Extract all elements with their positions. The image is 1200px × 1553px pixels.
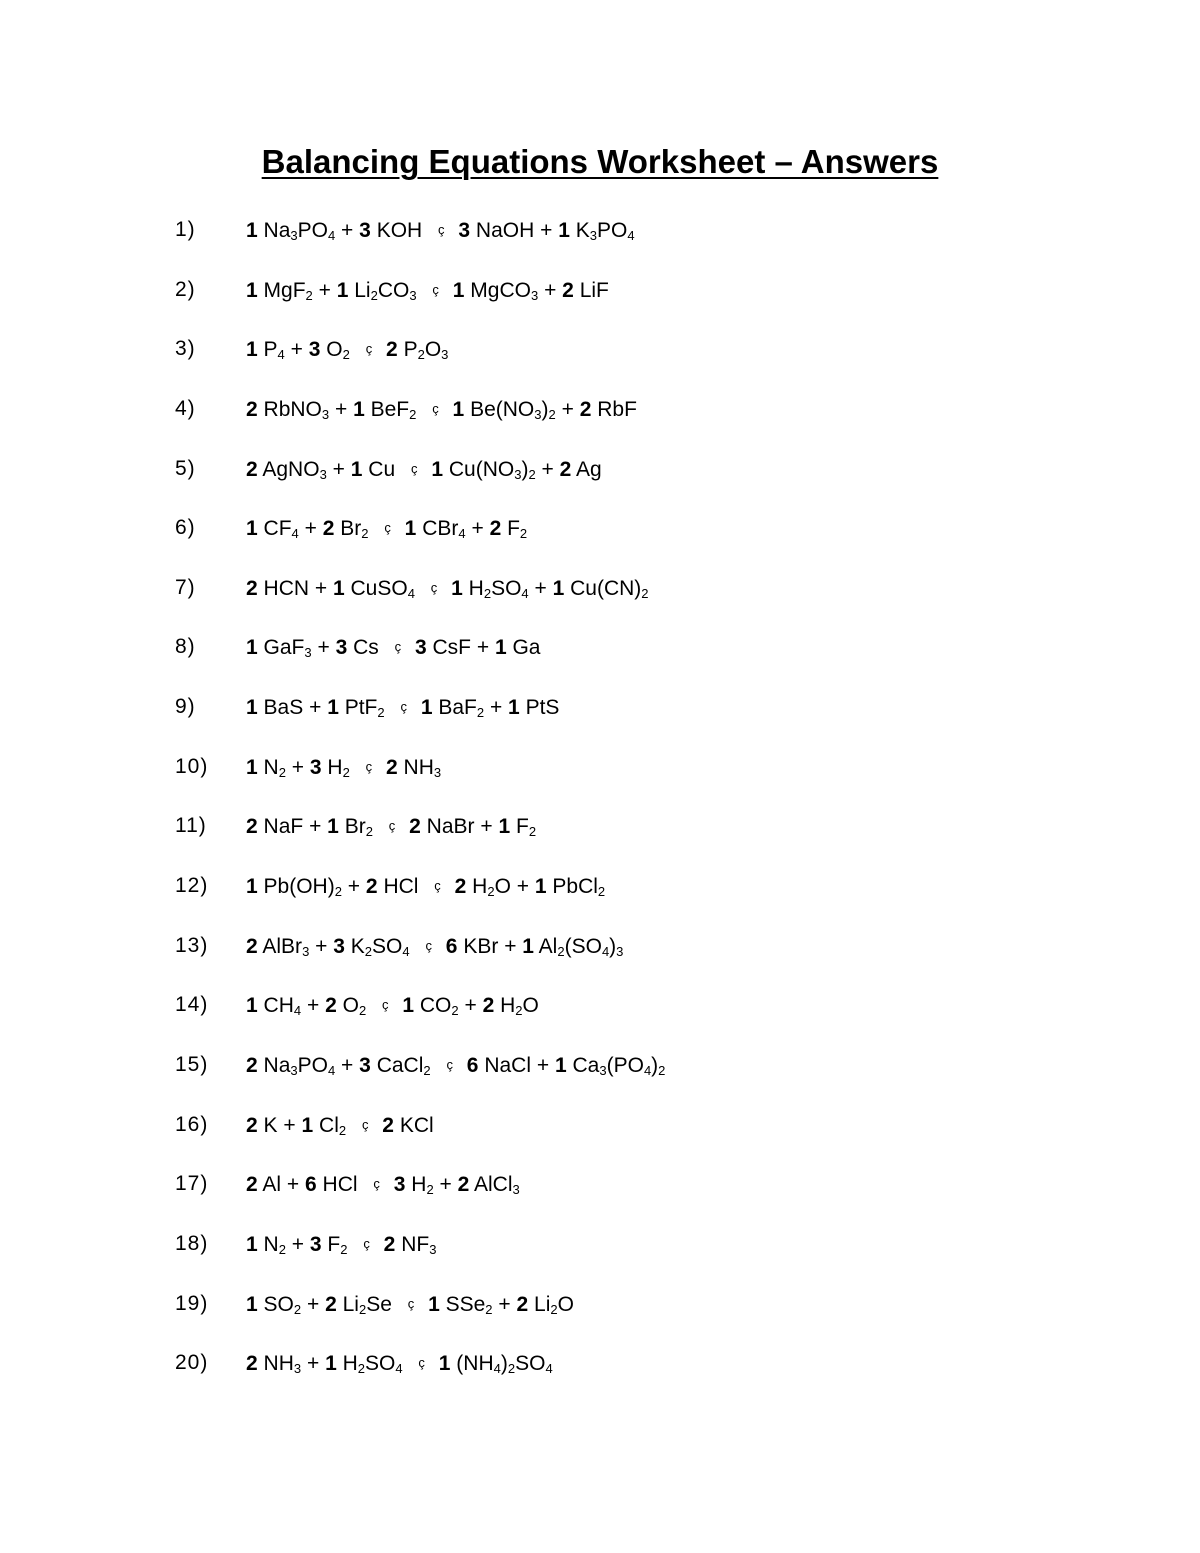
formula: HCl [383, 875, 419, 899]
equation-text: 2 $NH_3 + 1$ $H_2SO_4$ ç 1 $(NH_4)_2SO_4$ [246, 1345, 553, 1382]
formula: $Na_3PO_4$ [263, 1053, 336, 1078]
formula: $O_2$ [342, 994, 367, 1019]
equation-text: 2 RbNO$_3$ + 1 BeF$_2$ ç 1 $Be(NO_3)_2 + 2$ RbF [246, 391, 637, 428]
equation-text: 2 NaF + 1 $Br_2$ ç 2 NaBr + 1 $F_2$ [246, 808, 536, 845]
formula: $NH_3$ [263, 1352, 302, 1377]
formula: $CO_2$ [419, 994, 459, 1019]
formula: KCl [399, 1113, 434, 1137]
formula: NaBr [426, 815, 475, 839]
formula: KBr [463, 934, 499, 958]
yields-arrow-icon: ç [418, 1355, 425, 1371]
formula: BeF$_2$ [370, 397, 417, 422]
formula: KOH [376, 219, 423, 242]
formula: $Be(NO_3)_2$ [470, 397, 556, 422]
formula: $F_2$ [507, 517, 528, 542]
equation-number: 13) [175, 933, 209, 957]
equation-row [0, 749, 1200, 809]
yields-arrow-icon: ç [432, 400, 439, 416]
equation-row [0, 1345, 1200, 1405]
formula: K [263, 1113, 278, 1137]
equation-text: 2 K + 1 $Cl_2$ ç 2 KCl [246, 1107, 434, 1144]
yields-arrow-icon: ç [410, 460, 418, 476]
yields-arrow-icon: ç [384, 520, 391, 536]
formula: $N_2$ [263, 755, 286, 780]
yields-arrow-icon: ç [361, 1116, 369, 1132]
page-title: Balancing Equations Worksheet – Answers [261, 143, 939, 180]
yields-arrow-icon: ç [432, 281, 439, 297]
equation-number: 11) [175, 814, 207, 838]
yields-arrow-icon: ç [365, 758, 373, 774]
yields-arrow-icon: ç [394, 639, 402, 655]
equation-text: 1 BaS + 1 PtF$_2$ ç 1 BaF$_2$ + 1 PtS [246, 689, 559, 726]
formula: CsF [432, 636, 471, 660]
formula: RbNO$_3$ [263, 397, 330, 422]
formula: $SO_2$ [263, 1292, 302, 1317]
formula: SSe$_2$ [445, 1292, 493, 1317]
formula: BaF$_2$ [438, 696, 485, 721]
yields-arrow-icon: ç [382, 997, 389, 1013]
equation-row [0, 212, 1200, 272]
yields-arrow-icon: ç [434, 878, 441, 894]
formula: $CH_4$ [263, 994, 302, 1019]
formula: $Ca_3(PO_4)_2$ [572, 1053, 666, 1078]
equation-text: 2 Al + 6 HCl ç 3 $H_2 + 2$ AlCl$_3$ [246, 1166, 520, 1203]
formula: NaF [263, 815, 304, 839]
equation-number: 10) [175, 754, 209, 778]
formula: $Br_2$ [340, 517, 369, 542]
equation-row [0, 868, 1200, 928]
formula: AgNO$_3$ [262, 457, 327, 482]
formula: RbF [597, 397, 637, 421]
formula: $Cl_2$ [319, 1113, 347, 1138]
equation-number: 16) [175, 1112, 209, 1136]
equation-row [0, 1226, 1200, 1286]
equation-number: 5) [175, 456, 196, 480]
formula: $N_2$ [263, 1232, 286, 1257]
formula: AlCl$_3$ [474, 1173, 520, 1198]
formula: $K_3PO_4$ [575, 219, 635, 243]
formula: $P_2O_3$ [403, 338, 449, 363]
yields-arrow-icon: ç [407, 1295, 415, 1311]
formula: CaCl$_2$ [376, 1053, 431, 1078]
equation-row [0, 1166, 1200, 1226]
equation-text: 1 MgF$_2$ + 1 $Li_2CO_3$ ç 1 MgCO$_3$ + 2 LiF [246, 272, 609, 309]
formula: $F_2$ [516, 815, 537, 840]
formula: NaCl [484, 1053, 532, 1077]
formula: $Br_2$ [344, 815, 373, 840]
equation-text: 1 GaF$_3$ + 3 Cs ç 3 CsF + 1 Ga [246, 629, 540, 666]
formula: $H_2O$ [472, 875, 511, 900]
equation-number: 1) [175, 218, 196, 241]
equation-list [0, 212, 1200, 1405]
formula: HCN [263, 576, 310, 600]
equation-row [0, 689, 1200, 749]
formula: $Li_2O$ [534, 1292, 574, 1317]
equation-row [0, 808, 1200, 868]
equation-row [0, 391, 1200, 451]
equation-row [0, 1107, 1200, 1167]
formula: $H_2$ [327, 755, 350, 780]
equation-number: 15) [175, 1052, 209, 1076]
equation-row [0, 1047, 1200, 1107]
yields-arrow-icon: ç [363, 1235, 370, 1251]
equation-row [0, 987, 1200, 1047]
formula: NaOH [475, 219, 535, 242]
formula: $H_2$ [411, 1173, 434, 1198]
equation-text: 2 HCN + 1 CuSO$_4$ ç 1 $H_2SO_4 + 1$ $Cu(CN)_2$ [246, 570, 649, 607]
equation-number: 20) [175, 1351, 209, 1375]
yields-arrow-icon: ç [373, 1176, 380, 1192]
equation-row [0, 510, 1200, 570]
equation-row [0, 1286, 1200, 1346]
equation-row [0, 272, 1200, 332]
yields-arrow-icon: ç [388, 818, 396, 834]
formula: $K_2SO_4$ [350, 934, 410, 959]
formula: Ag [576, 457, 602, 481]
yields-arrow-icon: ç [430, 579, 438, 595]
equation-number: 2) [175, 277, 196, 301]
formula: Cu [368, 457, 396, 481]
formula: $H_2O$ [500, 994, 539, 1019]
equation-number: 4) [175, 396, 196, 420]
equation-text: 1 $CF_4 + 2$ $Br_2$ ç 1 CBr$_4$ + 2 $F_2$ [246, 510, 527, 547]
formula: $CF_4$ [263, 517, 299, 542]
formula: LiF [579, 278, 609, 302]
formula: $F_2$ [327, 1232, 348, 1257]
equation-number: 7) [175, 575, 196, 599]
formula: MgCO$_3$ [470, 278, 539, 303]
equation-row [0, 570, 1200, 630]
equation-number: 6) [175, 516, 196, 540]
formula: CBr$_4$ [422, 517, 466, 542]
formula: $Al_2(SO_4)_3$ [538, 934, 624, 959]
formula: $H_2SO_4$ [468, 576, 529, 601]
equation-number: 14) [175, 993, 209, 1017]
equation-text: 1 $Pb(OH)_2 + 2$ HCl ç 2 $H_2O + 1$ PbCl$_2$ [246, 868, 605, 905]
yields-arrow-icon: ç [446, 1056, 453, 1072]
formula: $Cu(CN)_2$ [570, 576, 649, 601]
equation-text: 1 $Na_3PO_4 + 3$ KOH ç 3 NaOH + 1 $K_3PO_4$ [246, 212, 635, 249]
formula: AlBr$_3$ [262, 934, 310, 959]
formula: $Cu(NO_3)_2$ [448, 457, 536, 482]
formula: CuSO$_4$ [350, 576, 415, 601]
formula: Al [262, 1173, 282, 1197]
equation-number: 9) [175, 695, 196, 719]
yields-arrow-icon: ç [365, 341, 373, 357]
equation-number: 8) [175, 635, 196, 659]
yields-arrow-icon: ç [400, 699, 407, 715]
formula: Cs [353, 636, 379, 660]
equation-text: 2 $Na_3PO_4 + 3$ CaCl$_2$ ç 6 NaCl + 1 $Ca_3(PO_4)_2$ [246, 1047, 665, 1084]
equation-text: 1 $N_2 + 3$ $F_2$ ç 2 $NF_3$ [246, 1226, 436, 1263]
formula: $(NH_4)_2SO_4$ [456, 1352, 553, 1377]
formula: MgF$_2$ [263, 278, 313, 303]
equation-number: 17) [175, 1172, 209, 1196]
equation-text: 2 AlBr$_3$ + 3 $K_2SO_4$ ç 6 KBr + 1 $Al_2(SO_4)_3$ [246, 928, 623, 965]
yields-arrow-icon: ç [425, 937, 432, 953]
formula: $O_2$ [326, 338, 350, 363]
formula: $Li_2Se$ [342, 1292, 392, 1317]
formula: $Na_3PO_4$ [263, 219, 336, 243]
equation-row [0, 331, 1200, 391]
equation-number: 3) [175, 337, 196, 361]
formula: PtF$_2$ [344, 696, 385, 721]
formula: $Pb(OH)_2$ [263, 875, 342, 900]
yields-arrow-icon: ç [438, 222, 445, 237]
equation-row [0, 629, 1200, 689]
equation-text: 1 $N_2 + 3$ $H_2$ ç 2 $NH_3$ [246, 749, 441, 786]
formula: HCl [322, 1173, 358, 1197]
equation-text: 1 $SO_2 + 2$ $Li_2Se$ ç 1 SSe$_2$ + 2 $Li_2O$ [246, 1286, 574, 1323]
equation-number: 19) [175, 1291, 209, 1315]
formula: $Li_2CO_3$ [354, 278, 417, 303]
formula: $P_4$ [263, 338, 285, 363]
equation-text: 2 AgNO$_3$ + 1 Cu ç 1 $Cu(NO_3)_2 + 2$ Ag [246, 451, 602, 488]
formula: $NH_3$ [403, 755, 442, 780]
formula: PtS [525, 696, 560, 720]
equation-number: 12) [175, 874, 209, 898]
equation-row [0, 451, 1200, 511]
equation-number: 18) [175, 1231, 209, 1255]
formula: BaS [263, 696, 304, 720]
formula: $NF_3$ [401, 1232, 437, 1257]
equation-row [0, 928, 1200, 988]
equation-text: 1 $CH_4 + 2$ $O_2$ ç 1 $CO_2 + 2$ $H_2O$ [246, 987, 539, 1024]
formula: Ga [512, 636, 541, 660]
formula: GaF$_3$ [263, 636, 312, 661]
equation-text: 1 $P_4 + 3$ $O_2$ ç 2 $P_2O_3$ [246, 331, 448, 368]
formula: $H_2SO_4$ [342, 1352, 403, 1377]
formula: PbCl$_2$ [552, 875, 606, 900]
